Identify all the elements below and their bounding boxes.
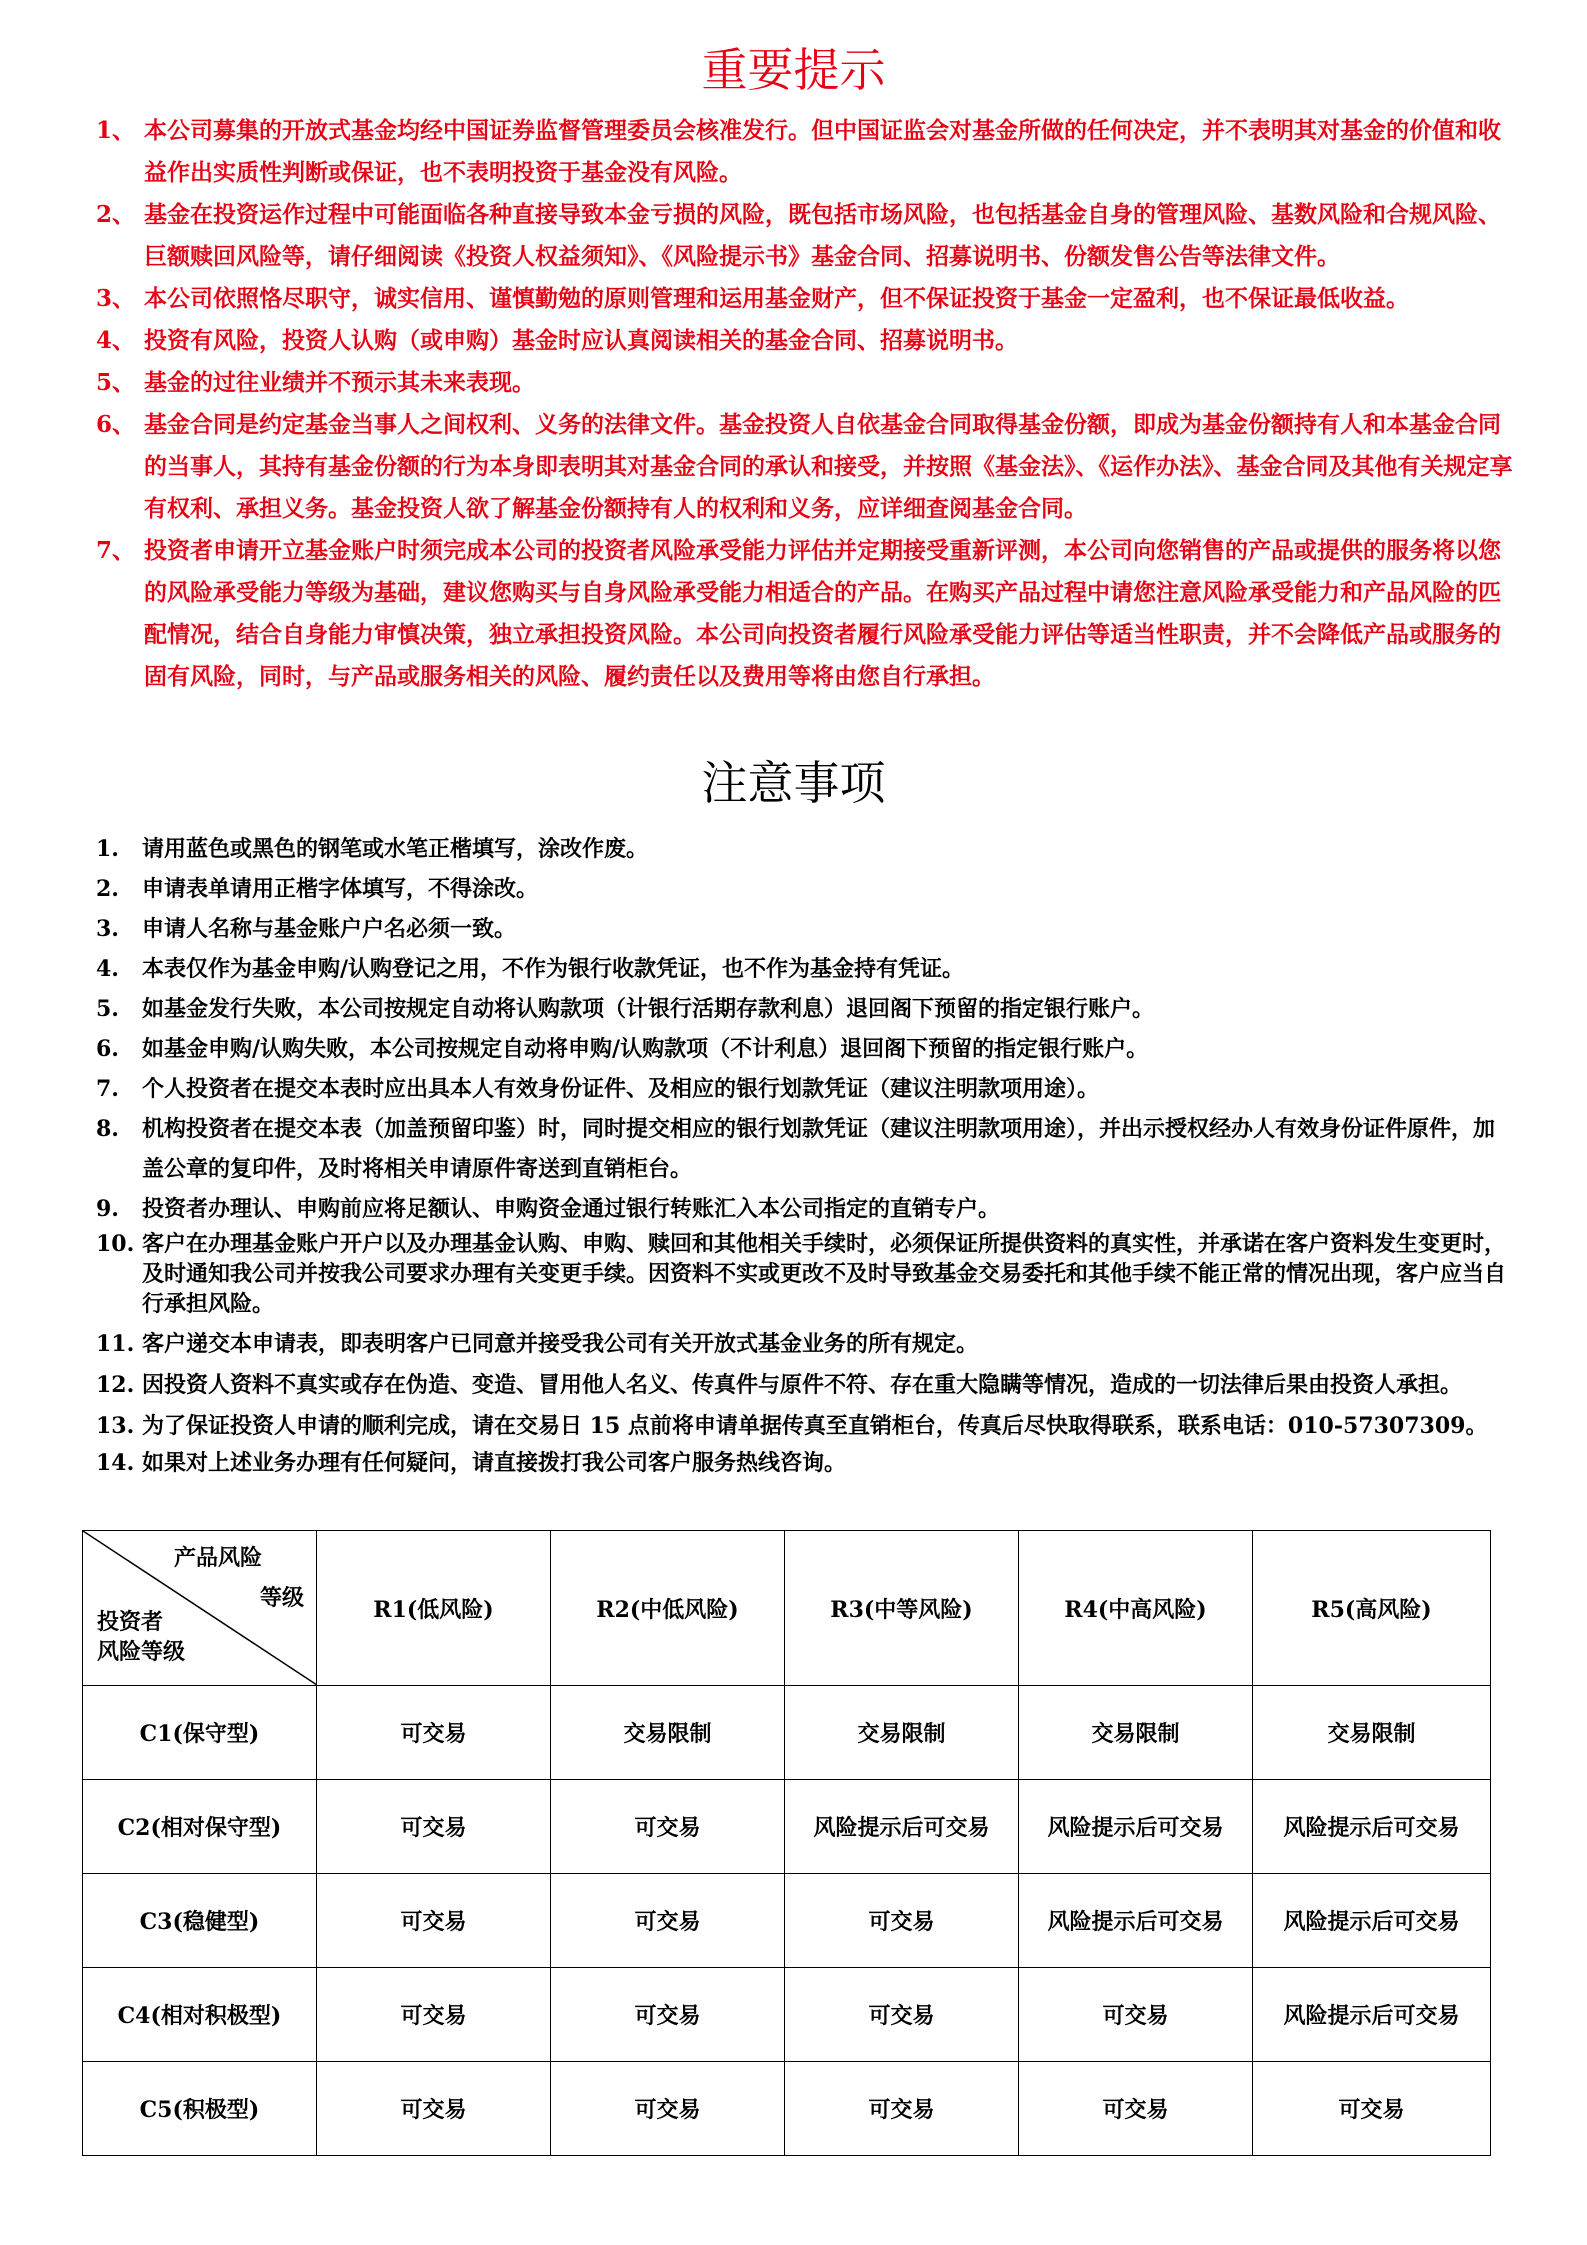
item-text: 客户递交本申请表，即表明客户已同意并接受我公司有关开放式基金业务的所有规定。 <box>142 1331 979 1357</box>
table-cell: 可交易 <box>317 1780 551 1874</box>
item-number: 4. <box>96 956 119 982</box>
item-text: 本公司依照恪尽职守，诚实信用、谨慎勤勉的原则管理和运用基金财产，但不保证投资于基金一定盈利，也不保证最低收益。 <box>144 285 1409 312</box>
important-item <box>96 362 1516 404</box>
notice-list <box>96 829 1516 1480</box>
table-cell: 风险提示后可交易 <box>1253 1968 1491 2062</box>
table-row <box>83 1686 1491 1780</box>
corner-label-investor: 投资者 <box>97 1609 164 1635</box>
corner-label-level: 等级 <box>259 1585 304 1611</box>
notice-item <box>96 989 1516 1029</box>
item-text: 申请人名称与基金账户户名必须一致。 <box>142 916 517 942</box>
table-cell: 交易限制 <box>1253 1686 1491 1780</box>
notice-item <box>96 1029 1516 1069</box>
item-text: 如基金申购/认购失败，本公司按规定自动将申购/认购款项（不计利息）退回阁下预留的指定银行账户。 <box>142 1036 1149 1062</box>
table-row <box>83 2062 1491 2156</box>
important-item <box>96 110 1516 194</box>
table-header-row <box>83 1531 1491 1686</box>
notice-item <box>96 1069 1516 1109</box>
item-number: 7. <box>96 1076 119 1102</box>
risk-matching-table <box>82 1530 1491 2156</box>
item-number: 5. <box>96 996 119 1022</box>
item-number: 4、 <box>96 327 136 354</box>
item-number: 3、 <box>96 285 136 312</box>
table-cell: 交易限制 <box>1019 1686 1253 1780</box>
table-cell: 可交易 <box>1019 1968 1253 2062</box>
column-header: R5(高风险) <box>1253 1531 1491 1686</box>
table-cell: 可交易 <box>551 1968 785 2062</box>
row-header: C3(稳健型) <box>83 1874 317 1968</box>
table-cell: 可交易 <box>551 1874 785 1968</box>
item-text: 如基金发行失败，本公司按规定自动将认购款项（计银行活期存款利息）退回阁下预留的指定银行账户。 <box>142 996 1155 1022</box>
notice-item <box>96 869 1516 909</box>
item-text: 申请表单请用正楷字体填写，不得涂改。 <box>142 876 539 902</box>
item-number: 1. <box>96 836 119 862</box>
notice-item <box>96 909 1516 949</box>
item-number: 6、 <box>96 411 136 438</box>
item-number: 3. <box>96 916 119 942</box>
column-header: R4(中高风险) <box>1019 1531 1253 1686</box>
notice-item <box>96 1109 1516 1189</box>
table-cell: 可交易 <box>785 1874 1019 1968</box>
table-cell: 风险提示后可交易 <box>1019 1874 1253 1968</box>
table-cell: 可交易 <box>785 1968 1019 2062</box>
item-text: 基金的过往业绩并不预示其未来表现。 <box>144 369 535 396</box>
table-cell: 风险提示后可交易 <box>785 1780 1019 1874</box>
notice-item <box>96 829 1516 869</box>
row-header: C1(保守型) <box>83 1686 317 1780</box>
item-number: 2. <box>96 876 119 902</box>
item-text: 基金在投资运作过程中可能面临各种直接导致本金亏损的风险，既包括市场风险，也包括基金自身的管理风险、基数风险和合规风险、巨额赎回风险等，请仔细阅读《投资人权益须知》、《风险提示书》基金合同、招募说明书、份额发售公告等法律文件。 <box>144 201 1501 270</box>
notice-item <box>96 1229 1516 1319</box>
table-cell: 可交易 <box>317 2062 551 2156</box>
notice-title: 注意事项 <box>701 756 886 810</box>
important-item <box>96 530 1516 698</box>
row-header: C5(积极型) <box>83 2062 317 2156</box>
item-number: 5、 <box>96 369 136 396</box>
table-cell: 交易限制 <box>551 1686 785 1780</box>
notice-item <box>96 1364 1516 1406</box>
item-number: 14. <box>96 1450 135 1476</box>
important-item <box>96 404 1516 530</box>
item-text: 本公司募集的开放式基金均经中国证券监督管理委员会核准发行。但中国证监会对基金所做的任何决定，并不表明其对基金的价值和收益作出实质性判断或保证，也不表明投资于基金没有风险。 <box>144 117 1501 186</box>
notice-item <box>96 949 1516 989</box>
table-cell: 可交易 <box>551 2062 785 2156</box>
item-number: 13. <box>96 1413 135 1439</box>
item-number: 10. <box>96 1231 135 1257</box>
important-item <box>96 320 1516 362</box>
item-number: 11. <box>96 1331 135 1357</box>
column-header: R1(低风险) <box>317 1531 551 1686</box>
item-text: 请用蓝色或黑色的钢笔或水笔正楷填写，涂改作废。 <box>142 836 649 862</box>
item-text: 如果对上述业务办理有任何疑问，请直接拨打我公司客户服务热线咨询。 <box>142 1450 847 1476</box>
table-cell: 可交易 <box>785 2062 1019 2156</box>
item-number: 9. <box>96 1196 119 1222</box>
item-text: 客户在办理基金账户开户以及办理基金认购、申购、赎回和其他相关手续时，必须保证所提供资料的真实性，并承诺在客户资料发生变更时，及时通知我公司并按我公司要求办理有关变更手续。因资料不实或更改不及时导致基金交易委托和其他手续不能正常的情况出现，客户应当自行承担风险。 <box>142 1231 1507 1317</box>
item-number: 8. <box>96 1116 119 1142</box>
row-header: C4(相对积极型) <box>83 1968 317 2062</box>
notice-item <box>96 1406 1516 1446</box>
item-text: 个人投资者在提交本表时应出具本人有效身份证件、及相应的银行划款凭证（建议注明款项用途）。 <box>142 1076 1100 1102</box>
column-header: R3(中等风险) <box>785 1531 1019 1686</box>
table-cell: 可交易 <box>551 1780 785 1874</box>
item-number: 2、 <box>96 201 136 228</box>
table-cell: 交易限制 <box>785 1686 1019 1780</box>
column-header: R2(中低风险) <box>551 1531 785 1686</box>
item-text: 投资者办理认、申购前应将足额认、申购资金通过银行转账汇入本公司指定的直销专户。 <box>142 1196 1001 1222</box>
table-cell: 可交易 <box>317 1874 551 1968</box>
corner-cell <box>83 1531 317 1686</box>
corner-label-risk-level: 风险等级 <box>97 1639 186 1665</box>
row-header: C2(相对保守型) <box>83 1780 317 1874</box>
table-cell: 可交易 <box>317 1968 551 2062</box>
item-number: 1、 <box>96 117 136 144</box>
item-text: 因投资人资料不真实或存在伪造、变造、冒用他人名义、传真件与原件不符、存在重大隐瞒等情况，造成的一切法律后果由投资人承担。 <box>142 1372 1463 1398</box>
notice-item <box>96 1446 1516 1480</box>
table-cell: 可交易 <box>1019 2062 1253 2156</box>
table-row <box>83 1780 1491 1874</box>
important-list <box>96 110 1516 698</box>
item-text: 投资者申请开立基金账户时须完成本公司的投资者风险承受能力评估并定期接受重新评测，本公司向您销售的产品或提供的服务将以您的风险承受能力等级为基础，建议您购买与自身风险承受能力相适合的产品。在购买产品过程中请您注意风险承受能力和产品风险的匹配情况，结合自身能力审慎决策，独立承担投资风险。本公司向投资者履行风险承受能力评估等适当性职责，并不会降低产品或服务的固有风险，同时，与产品或服务相关的风险、履约责任以及费用等将由您自行承担。 <box>144 537 1501 690</box>
important-title: 重要提示 <box>701 43 886 97</box>
table-row <box>83 1968 1491 2062</box>
item-text: 为了保证投资人申请的顺利完成，请在交易日 15 点前将申请单据传真至直销柜台，传真后尽快取得联系，联系电话：010-57307309。 <box>142 1413 1488 1439</box>
item-number: 12. <box>96 1372 135 1398</box>
table-cell: 风险提示后可交易 <box>1019 1780 1253 1874</box>
table-row <box>83 1874 1491 1968</box>
item-number: 6. <box>96 1036 119 1062</box>
important-item <box>96 278 1516 320</box>
important-item <box>96 194 1516 278</box>
notice-item <box>96 1324 1516 1364</box>
item-number: 7、 <box>96 537 136 564</box>
item-text: 机构投资者在提交本表（加盖预留印鉴）时，同时提交相应的银行划款凭证（建议注明款项用途），并出示授权经办人有效身份证件原件，加盖公章的复印件，及时将相关申请原件寄送到直销柜台。 <box>142 1116 1496 1182</box>
table-cell: 可交易 <box>1253 2062 1491 2156</box>
item-text: 投资有风险，投资人认购（或申购）基金时应认真阅读相关的基金合同、招募说明书。 <box>144 327 1018 354</box>
table-cell: 风险提示后可交易 <box>1253 1874 1491 1968</box>
item-text: 基金合同是约定基金当事人之间权利、义务的法律文件。基金投资人自依基金合同取得基金份额，即成为基金份额持有人和本基金合同的当事人，其持有基金份额的行为本身即表明其对基金合同的承认和接受，并按照《基金法》、《运作办法》、基金合同及其他有关规定享有权利、承担义务。基金投资人欲了解基金份额持有人的权利和义务，应详细查阅基金合同。 <box>144 411 1513 522</box>
notice-item <box>96 1194 1516 1224</box>
table-cell: 风险提示后可交易 <box>1253 1780 1491 1874</box>
table-cell: 可交易 <box>317 1686 551 1780</box>
item-text: 本表仅作为基金申购/认购登记之用，不作为银行收款凭证，也不作为基金持有凭证。 <box>142 956 965 982</box>
corner-label-product-risk: 产品风险 <box>173 1545 262 1571</box>
